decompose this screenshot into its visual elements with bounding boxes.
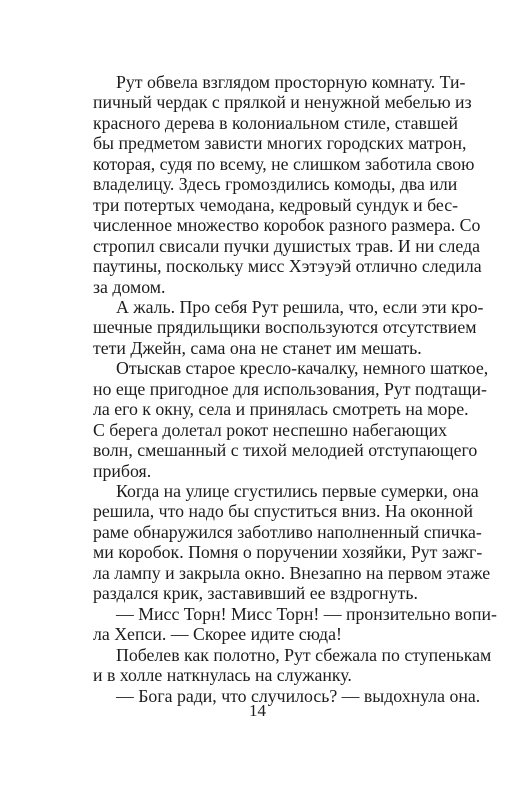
text-line: паутины, поскольку мисс Хэтэуэй отлично следила — [93, 256, 482, 277]
text-line: — Мисс Торн! Мисс Торн! — пронзительно вопи- — [116, 603, 497, 624]
text-line: которая, судя по всему, не слишком заботила свою — [93, 153, 475, 174]
text-line: стропил свисали пучки душистых трав. И ни следа — [93, 235, 481, 256]
text-line: пичный чердак с прялкой и ненужной мебелью из — [93, 92, 472, 113]
text-line: ла его к окну, села и принялась смотреть на море. — [93, 399, 469, 420]
text-line: за домом. — [93, 276, 166, 297]
text-line: прибоя. — [93, 460, 152, 481]
text-line: решила, что надо бы спуститься вниз. На оконной — [93, 501, 474, 522]
text-line: Когда на улице сгустились первые сумерки, она — [116, 481, 479, 501]
text-line: раздался крик, заставивший ее вздрогнуть. — [93, 583, 418, 604]
text-line: численное множество коробок разного размера. Со — [93, 215, 481, 236]
text-line: шечные прядильщики воспользуются отсутствием — [93, 317, 477, 338]
text-line: ми коробок. Помня о поручении хозяйки, Рут зажг- — [93, 542, 483, 563]
text-line: бы предметом зависти многих городских матрон, — [93, 133, 467, 154]
text-line: Рут обвела взглядом просторную комнату. Ти- — [116, 72, 466, 92]
text-line: и в холле наткнулась на служанку. — [93, 665, 352, 686]
text-line: красного дерева в колониальном стиле, ставшей — [93, 112, 459, 133]
text-line: С берега долетал рокот неспешно набегающих — [93, 419, 448, 440]
text-line: раме обнаружился заботливо наполненный спичка- — [93, 521, 482, 542]
text-line: — Бога ради, что случилось? — выдохнула она. — [116, 685, 481, 706]
text-line: ла Хепси. — Скорее идите сюда! — [93, 624, 342, 645]
text-line: Побелев как полотно, Рут сбежала по ступенькам — [116, 644, 492, 665]
text-line: А жаль. Про себя Рут решила, что, если эти кро- — [116, 296, 484, 317]
text-line: три потертых чемодана, кедровый сундук и бес- — [93, 194, 459, 215]
text-line: тети Джейн, сама она не станет им мешать. — [93, 337, 422, 358]
text-line: ла лампу и закрыла окно. Внезапно на первом этаже — [93, 562, 491, 583]
text-line: владелицу. Здесь громоздились комоды, два или — [93, 174, 458, 195]
page-number: 14 — [249, 701, 266, 720]
text-line: но еще пригодное для использования, Рут подтащи- — [93, 378, 487, 399]
text-line: Отыскав старое кресло-качалку, немного шаткое, — [116, 358, 489, 379]
text-line: волн, смешанный с тихой мелодией отступающего — [93, 440, 478, 461]
